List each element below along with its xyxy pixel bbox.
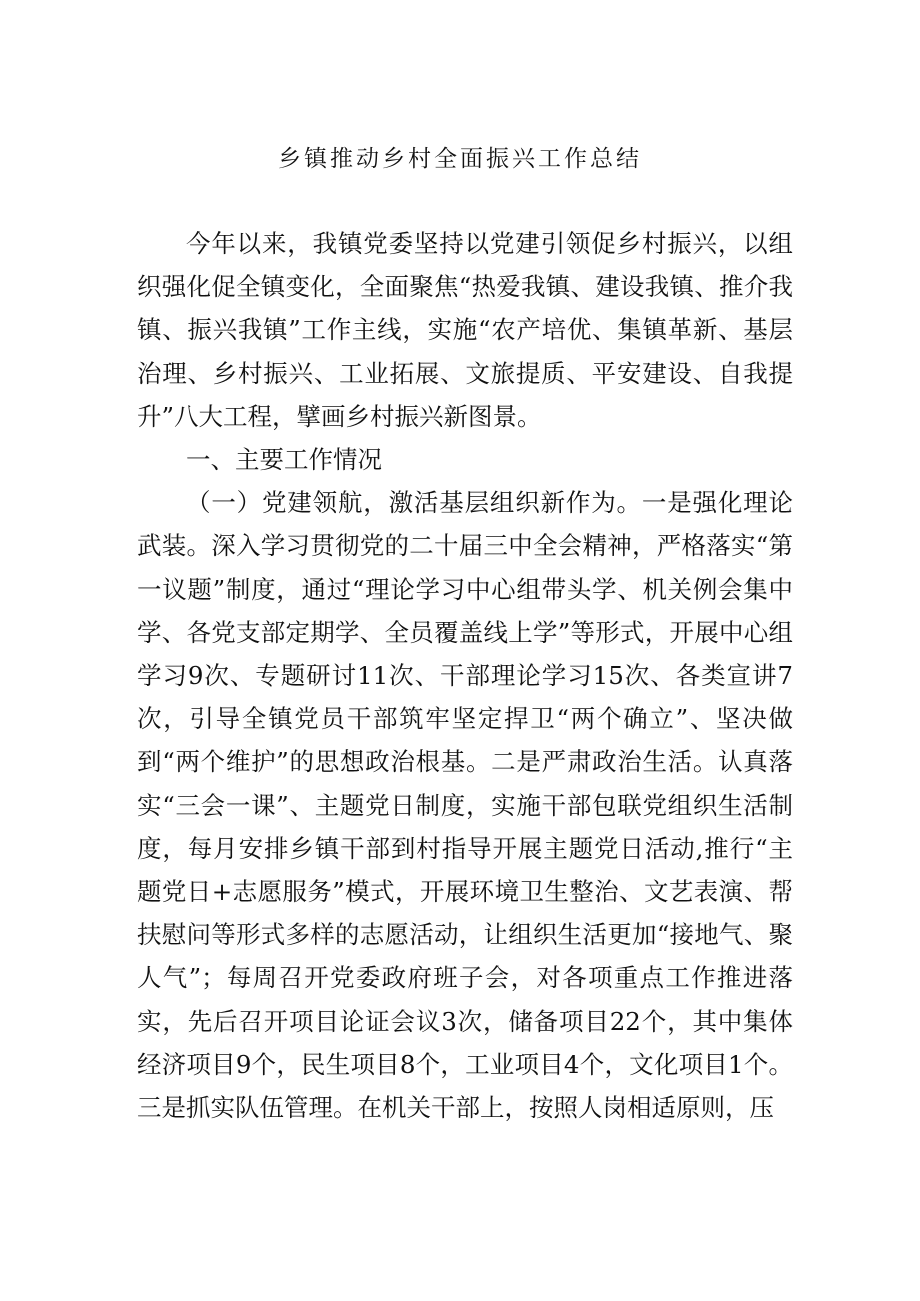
intro-paragraph: 今年以来，我镇党委坚持以党建引领促乡村振兴，以组织强化促全镇变化，全面聚焦“热爱我镇、建设我镇、推介我镇、振兴我镇”工作主线，实施“农产培优、集镇革新、基层治理、乡村振兴、工业拓展、文旅提质、平安建设、自我提升”八大工程，擘画乡村振兴新图景。 (137, 229, 793, 431)
section-paragraph: （一）党建领航，激活基层组织新作为。一是强化理论武装。深入学习贯彻党的二十届三中全会精神，严格落实“第一议题”制度，通过“理论学习中心组带头学、机关例会集中学、各党支部定期学、全员覆盖线上学”等形式，开展中心组学习9次、专题研讨11次、干部理论学习15次、各类宣讲7次，引导全镇党员干部筑牢坚定捍卫“两个确立”、坚决做到“两个维护”的思想政治根基。二是严肃政治生活。认真落实“三会一课”、主题党日制度，实施干部包联党组织生活制度，每月安排乡镇干部到村指导开展主题党日活动,推行“主题党日+志愿服务”模式，开展环境卫生整治、文艺表演、帮扶慰问等形式多样的志愿活动，让组织生活更加“接地气、聚人气”；每周召开党委政府班子会，对各项重点工作推进落实，先后召开项目论证会议3次，储备项目22个，其中集体经济项目9个，民生项目8个，工业项目4个，文化项目1个。三是抓实队伍管理。在机关干部上，按照人岗相适原则，压 (137, 488, 793, 1123)
document-title: 乡镇推动乡村全面振兴工作总结 (278, 146, 642, 172)
section-heading: 一、主要工作情况 (186, 445, 382, 475)
document-body (137, 222, 793, 1129)
